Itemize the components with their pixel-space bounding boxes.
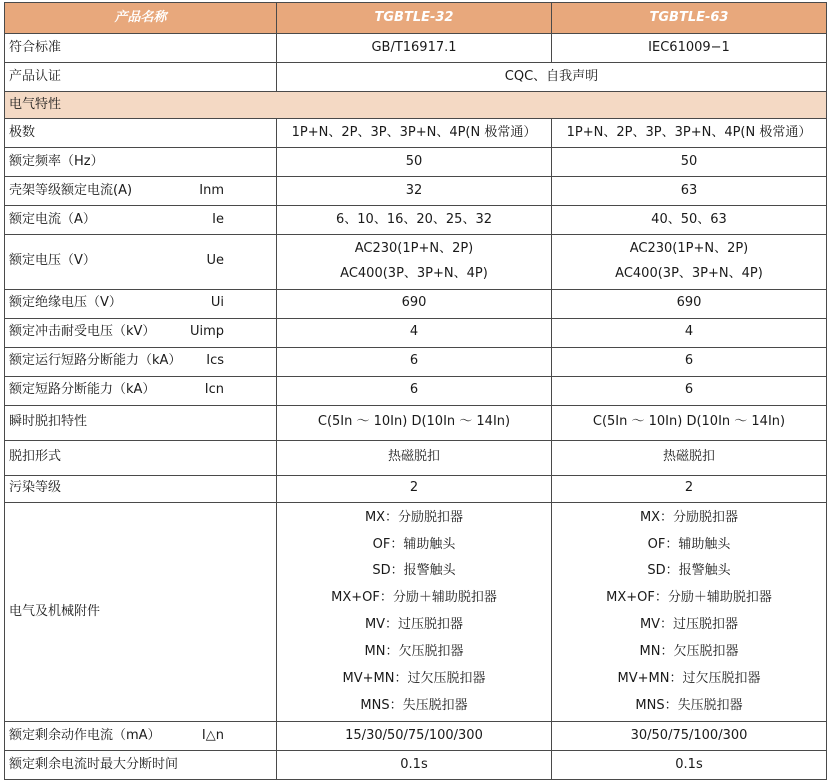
row-label-cell [5, 376, 277, 405]
row-label-cell [5, 206, 277, 235]
table-row [5, 34, 827, 63]
row-value-1: 6、10、16、20、25、32 [277, 206, 552, 235]
table-row [5, 63, 827, 92]
table-row [5, 722, 827, 751]
accessory-item: MV：过压脱扣器 [639, 617, 739, 633]
row-label: 瞬时脱扣特性 [5, 405, 277, 440]
table-row [5, 148, 827, 177]
row-value-2 [552, 235, 827, 290]
row-label: 额定运行短路分断能力（kA） [9, 353, 182, 369]
accessory-item: MNS：失压脱扣器 [360, 697, 468, 713]
row-label: 额定绝缘电压（V） [9, 295, 122, 311]
row-label: 额定剩余电流时最大分断时间 [5, 751, 277, 780]
accessory-item: OF：辅助触头 [372, 536, 456, 552]
row-value-2: C(5In ～ 10In) D(10In ～ 14In) [552, 405, 827, 440]
table-row [5, 376, 827, 405]
product-spec-table [4, 2, 827, 780]
accessory-item: SD：报警触头 [647, 563, 731, 579]
row-symbol: Ue [206, 253, 224, 269]
table-row [5, 119, 827, 148]
row-value-1 [277, 502, 552, 722]
row-value-2: 50 [552, 148, 827, 177]
table-row [5, 751, 827, 780]
row-value-2: 4 [552, 318, 827, 347]
row-label-cell [5, 318, 277, 347]
table-row [5, 177, 827, 206]
row-label: 脱扣形式 [5, 440, 277, 475]
row-value-2: 1P+N、2P、3P、3P+N、4P(N 极常通） [552, 119, 827, 148]
row-value-1: 0.1s [277, 751, 552, 780]
header-model-1: TGBTLE-32 [277, 3, 552, 34]
row-label: 额定电流（A） [9, 211, 96, 227]
row-symbol: Ics [206, 353, 224, 369]
accessory-item: MV+MN：过欠压脱扣器 [617, 670, 761, 686]
table-row [5, 347, 827, 376]
value-line: AC230(1P+N、2P) [629, 241, 749, 256]
header-product-name: 产品名称 [5, 3, 277, 34]
table-row-accessories [5, 502, 827, 722]
accessory-item: MV+MN：过欠压脱扣器 [342, 670, 486, 686]
table-row [5, 289, 827, 318]
row-label-cell [5, 235, 277, 290]
row-value-1: 6 [277, 347, 552, 376]
row-value-1: 15/30/50/75/100/300 [277, 722, 552, 751]
value-line: AC400(3P、3P+N、4P) [615, 265, 763, 281]
row-value-2: 6 [552, 347, 827, 376]
header-model-2: TGBTLE-63 [552, 3, 827, 34]
row-label: 污染等级 [5, 475, 277, 502]
row-label: 额定电压（V） [9, 253, 96, 269]
row-value-1: 50 [277, 148, 552, 177]
row-value-1: GB/T16917.1 [277, 34, 552, 63]
row-value-2: 热磁脱扣 [552, 440, 827, 475]
accessory-item: SD：报警触头 [372, 563, 456, 579]
table-header-row [5, 3, 827, 34]
row-value-2 [552, 502, 827, 722]
section-label: 电气特性 [5, 92, 827, 119]
row-label: 电气及机械附件 [5, 502, 277, 722]
accessory-item: MX+OF：分励＋辅助脱扣器 [331, 590, 497, 606]
accessory-item: OF：辅助触头 [647, 536, 731, 552]
row-value-2: 40、50、63 [552, 206, 827, 235]
row-value-2: 6 [552, 376, 827, 405]
row-label: 额定剩余动作电流（mA） [9, 728, 161, 744]
row-value-1: 32 [277, 177, 552, 206]
row-value-1: 2 [277, 475, 552, 502]
table-row [5, 405, 827, 440]
accessory-item: MNS：失压脱扣器 [635, 697, 743, 713]
accessory-item: MN：欠压脱扣器 [364, 643, 464, 659]
row-value-1: 1P+N、2P、3P、3P+N、4P(N 极常通） [277, 119, 552, 148]
row-label: 额定短路分断能力（kA） [9, 382, 156, 398]
row-label: 额定频率（Hz） [5, 148, 277, 177]
accessory-item: MX：分励脱扣器 [639, 509, 739, 525]
row-label-cell [5, 177, 277, 206]
row-value-1 [277, 235, 552, 290]
table-row [5, 206, 827, 235]
row-label-cell [5, 347, 277, 376]
row-value-1: 热磁脱扣 [277, 440, 552, 475]
row-label: 极数 [5, 119, 277, 148]
row-symbol: Icn [204, 382, 224, 398]
row-symbol: Uimp [189, 324, 224, 340]
accessory-item: MN：欠压脱扣器 [639, 643, 739, 659]
row-label: 额定冲击耐受电压（kV） [9, 324, 156, 340]
row-label-cell [5, 289, 277, 318]
table-row [5, 440, 827, 475]
accessory-item: MX+OF：分励＋辅助脱扣器 [606, 590, 772, 606]
row-value-span: CQC、自我声明 [277, 63, 827, 92]
row-value-2: 2 [552, 475, 827, 502]
value-line: AC230(1P+N、2P) [354, 241, 474, 256]
accessory-item: MV：过压脱扣器 [364, 617, 464, 633]
value-line: AC400(3P、3P+N、4P) [340, 265, 488, 281]
row-value-1: C(5In ～ 10In) D(10In ～ 14In) [277, 405, 552, 440]
row-value-1: 4 [277, 318, 552, 347]
row-value-2: 63 [552, 177, 827, 206]
row-symbol: Ui [210, 295, 224, 311]
row-value-1: 6 [277, 376, 552, 405]
section-row-electrical [5, 92, 827, 119]
row-value-2: 0.1s [552, 751, 827, 780]
row-value-2: 30/50/75/100/300 [552, 722, 827, 751]
table-row [5, 318, 827, 347]
row-label: 符合标准 [5, 34, 277, 63]
row-value-1: 690 [277, 289, 552, 318]
row-symbol: Inm [199, 182, 224, 198]
row-symbol: Ie [212, 211, 224, 227]
accessory-item: MX：分励脱扣器 [364, 509, 464, 525]
table-row [5, 235, 827, 290]
row-value-2: IEC61009−1 [552, 34, 827, 63]
row-label: 壳架等级额定电流(A) [9, 182, 133, 198]
row-label-cell [5, 722, 277, 751]
row-symbol: I△n [201, 728, 224, 744]
table-row [5, 475, 827, 502]
row-label: 产品认证 [5, 63, 277, 92]
row-value-2: 690 [552, 289, 827, 318]
